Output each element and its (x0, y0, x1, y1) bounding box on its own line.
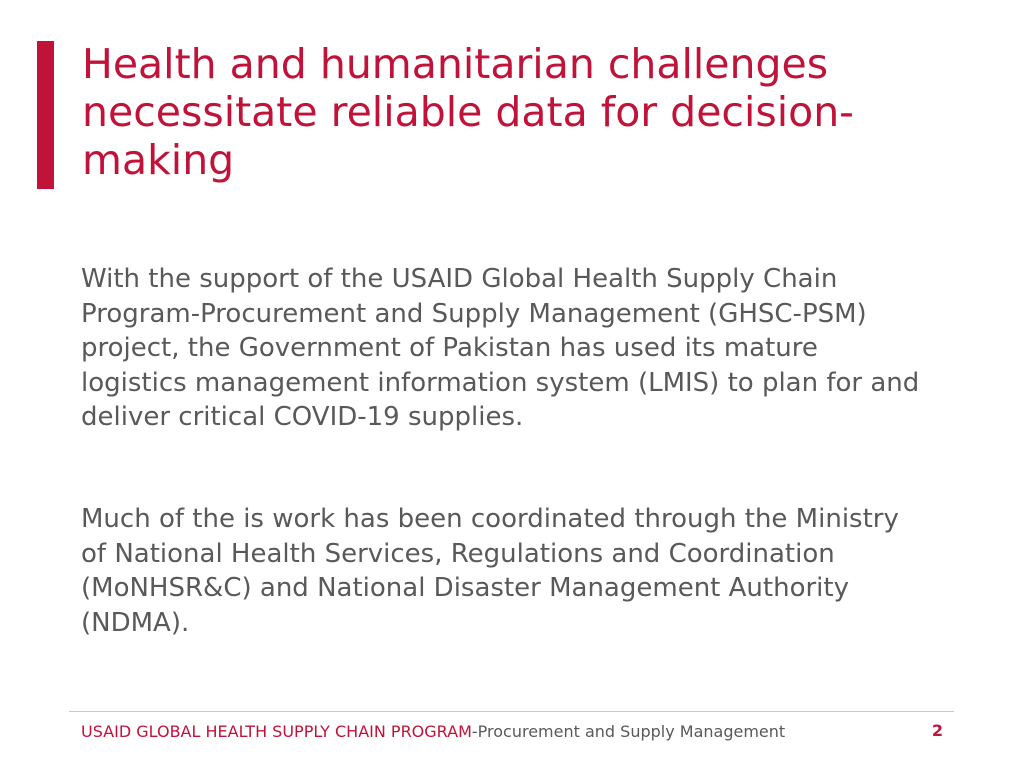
body-paragraph-lmis: With the support of the USAID Global Health Supply Chain Program-Procurement and Supply Management (GHSC-PSM) project, the Government of Pakistan has used its mature logistics management information system (LMIS) to plan for and deliver critical COVID-19 supplies. (81, 264, 920, 432)
body-paragraph-coordination: Much of the is work has been coordinated through the Ministry of National Health Services, Regulations and Coordination (MoNHSR&C) and National Disaster Management Authority (NDMA). (81, 504, 899, 638)
page-number: 2 (931, 721, 943, 740)
footer-divider (69, 711, 954, 712)
footer-program-label (81, 722, 785, 742)
footer-program-name: USAID GLOBAL HEALTH SUPPLY CHAIN PROGRAM (81, 722, 472, 741)
title-accent-bar (37, 41, 54, 189)
slide-title: Health and humanitarian challenges necessitate reliable data for decision- making (82, 40, 854, 184)
footer-program-subtitle: -Procurement and Supply Management (471, 722, 786, 741)
